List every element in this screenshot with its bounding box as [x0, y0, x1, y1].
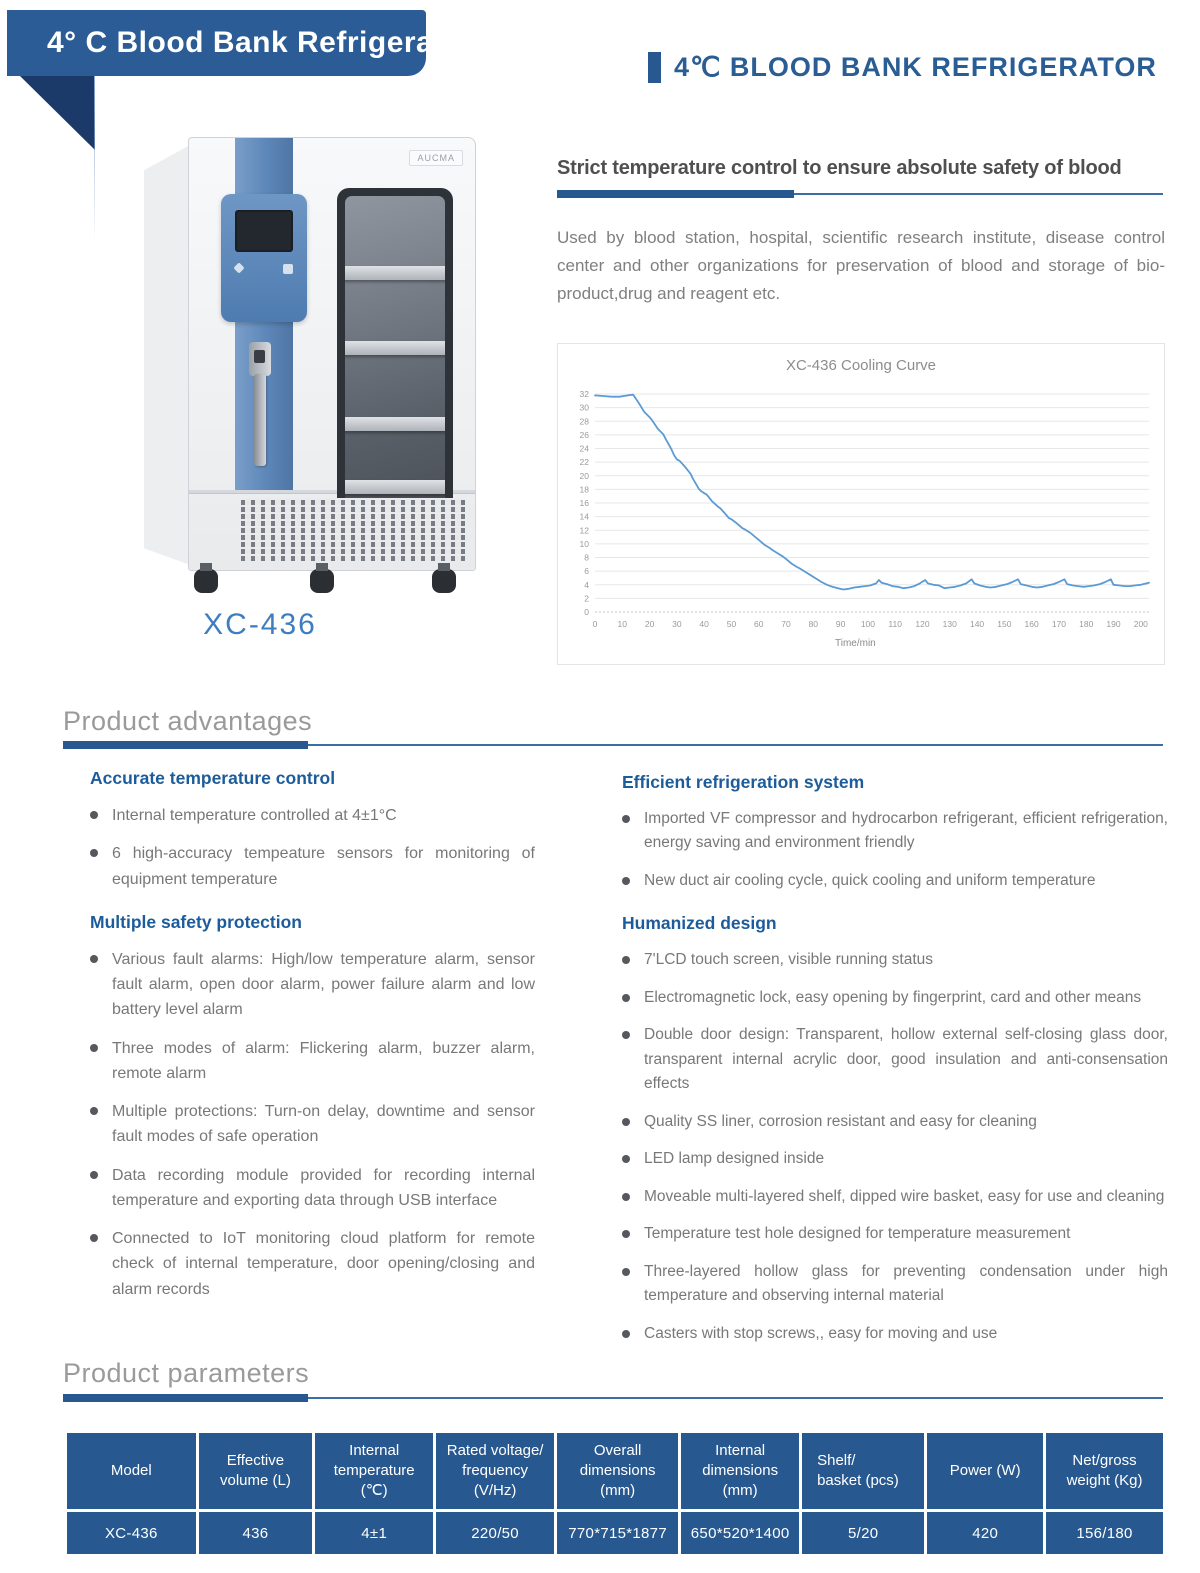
x-tick-label: 190	[1106, 619, 1121, 629]
fridge-door-window	[337, 188, 453, 520]
x-tick-label: 0	[592, 619, 598, 629]
advantage-item: Connected to IoT monitoring cloud platform for remote check of internal temperature, door opening/closing and alarm records	[88, 1226, 535, 1302]
advantage-subheading: Efficient refrigeration system	[622, 772, 865, 792]
advantage-subheading: Multiple safety protection	[90, 911, 302, 932]
parameters-row	[67, 1512, 1163, 1554]
fridge-lock-handle	[249, 342, 271, 376]
parameters-value-cell: 420	[927, 1512, 1043, 1554]
parameters-header-cell: Model	[67, 1433, 196, 1509]
advantage-group	[88, 912, 535, 1302]
advantage-item: New duct air cooling cycle, quick cooling and uniform temperature	[620, 869, 1168, 893]
x-tick-label: 120	[915, 619, 930, 629]
x-tick-label: 130	[942, 619, 957, 629]
y-tick-label: 22	[579, 457, 589, 468]
fridge-shelf	[345, 417, 445, 431]
parameters-header-cell: Power (W)	[927, 1433, 1043, 1509]
y-tick-label: 18	[579, 484, 589, 495]
title-accent-bar	[648, 52, 661, 83]
x-axis-title: Time/min	[835, 638, 876, 649]
y-tick-label: 16	[579, 498, 589, 508]
x-tick-label: 180	[1079, 619, 1094, 629]
model-caption: XC-436	[203, 608, 317, 641]
parameters-value-cell: 770*715*1877	[557, 1512, 678, 1554]
x-tick-label: 170	[1051, 619, 1067, 629]
x-tick-label: 30	[672, 619, 682, 629]
parameters-header-cell: Internal dimensions (mm)	[681, 1433, 799, 1509]
advantage-group	[620, 772, 1168, 893]
y-tick-label: 24	[579, 443, 589, 454]
ribbon-fold	[20, 76, 95, 150]
y-tick-label: 14	[579, 511, 589, 522]
advantage-subheading: Accurate temperature control	[90, 768, 336, 788]
parameters-section-title: Product parameters	[63, 1358, 310, 1388]
advantages-rule	[63, 741, 1163, 749]
parameters-value-cell: 156/180	[1046, 1512, 1163, 1554]
y-tick-label: 2	[584, 593, 589, 604]
advantage-item: Casters with stop screws,, easy for moving and use	[620, 1322, 1168, 1346]
parameters-table-head	[67, 1433, 1163, 1509]
fridge-shelf	[345, 266, 445, 280]
y-tick-label: 12	[579, 525, 589, 536]
parameters-value-cell: 436	[199, 1512, 313, 1554]
x-tick-label: 10	[617, 619, 628, 629]
parameters-value-cell: XC-436	[67, 1512, 196, 1554]
advantage-subheading: Humanized design	[622, 913, 777, 934]
ribbon-tail-line	[94, 76, 95, 246]
fridge-caster	[194, 569, 218, 593]
x-tick-label: 140	[969, 619, 985, 629]
parameters-header-cell: Shelf/ basket (pcs)	[802, 1433, 924, 1509]
y-tick-label: 26	[579, 429, 589, 440]
document-title	[648, 52, 1157, 83]
advantage-item: Double door design: Transparent, hollow external self-closing glass door, transparent internal acrylic door, good insulation and anti-consensation effects	[620, 1023, 1168, 1096]
parameters-value-cell: 4±1	[315, 1512, 433, 1554]
x-tick-label: 150	[997, 619, 1012, 629]
x-tick-label: 100	[860, 619, 876, 629]
panel-play-icon	[283, 264, 293, 274]
fridge-display-screen	[235, 210, 293, 252]
chart-title: XC-436 Cooling Curve	[785, 357, 937, 374]
y-tick-label: 28	[579, 416, 589, 427]
parameters-value-cell: 5/20	[802, 1512, 924, 1554]
y-tick-label: 30	[579, 402, 589, 413]
advantages-section-title: Product advantages	[63, 706, 313, 736]
banner-title: 4° C Blood Bank Refrigerator	[47, 26, 475, 59]
advantage-item: Temperature test hole designed for temperature measurement	[620, 1222, 1168, 1246]
panel-nav-icon	[233, 262, 244, 273]
advantage-group	[620, 913, 1168, 1346]
x-tick-label: 110	[888, 619, 902, 629]
y-tick-label: 20	[579, 470, 589, 481]
parameters-value-cell: 650*520*1400	[681, 1512, 799, 1554]
x-tick-label: 40	[699, 619, 709, 629]
advantage-item: Three-layered hollow glass for preventing condensation under high temperature and observing internal material	[620, 1260, 1168, 1309]
x-tick-label: 160	[1024, 619, 1039, 629]
cooling-curve-svg	[559, 390, 1163, 658]
x-tick-label: 60	[754, 619, 764, 629]
advantage-item: Multiple protections: Turn-on delay, downtime and sensor fault modes of safe operation	[88, 1099, 535, 1150]
advantage-item: 7'LCD touch screen, visible running status	[620, 948, 1168, 972]
fridge-caster	[310, 569, 334, 593]
parameters-header-cell: Overall dimensions (mm)	[557, 1433, 678, 1509]
cooling-curve-chart	[557, 343, 1165, 665]
x-tick-label: 50	[726, 619, 737, 629]
advantage-item: Various fault alarms: High/low temperature alarm, sensor fault alarm, open door alarm, power failure alarm and low battery level alarm	[88, 947, 535, 1023]
fridge-illustration	[140, 135, 480, 600]
brand-label: AUCMA	[409, 150, 463, 166]
advantage-item: Data recording module provided for recording internal temperature and exporting data through USB interface	[88, 1163, 535, 1214]
advantages-column-right	[620, 772, 1168, 1366]
y-tick-label: 10	[579, 538, 589, 549]
y-tick-label: 32	[579, 390, 589, 399]
advantage-item: Electromagnetic lock, easy opening by fingerprint, card and other means	[620, 986, 1168, 1010]
y-tick-label: 8	[584, 552, 589, 563]
fridge-side-panel	[144, 145, 190, 565]
cooling-curve-line	[595, 395, 1149, 590]
parameters-table-body	[67, 1512, 1163, 1554]
advantage-item: Internal temperature controlled at 4±1°C	[88, 803, 535, 828]
x-tick-label: 80	[808, 619, 819, 629]
parameters-rule	[63, 1394, 1163, 1402]
fridge-handle	[254, 374, 266, 466]
fridge-shelf	[345, 341, 445, 355]
fridge-shelf	[345, 480, 445, 494]
intro-paragraph: Used by blood station, hospital, scientific research institute, disease control center and other organizations for preservation of blood and storage of bio-product,drug and reagent etc.	[557, 228, 1165, 304]
y-tick-label: 0	[584, 607, 589, 617]
advantage-item: Imported VF compressor and hydrocarbon refrigerant, efficient refrigeration, energy saving and environment friendly	[620, 807, 1168, 856]
fridge-window-glass	[345, 196, 445, 512]
parameters-header-cell: Effective volume (L)	[199, 1433, 313, 1509]
fridge-front	[188, 137, 476, 571]
advantage-item: Three modes of alarm: Flickering alarm, buzzer alarm, remote alarm	[88, 1036, 535, 1087]
fridge-caster	[432, 569, 456, 593]
y-tick-label: 4	[584, 579, 589, 590]
intro-rule	[557, 190, 1163, 198]
x-tick-label: 20	[644, 619, 655, 629]
parameters-header-cell: Rated voltage/ frequency (V/Hz)	[436, 1433, 554, 1509]
fridge-vent-grille	[241, 498, 465, 562]
x-tick-label: 200	[1133, 619, 1148, 629]
parameters-header-cell: Internal temperature (℃)	[315, 1433, 433, 1509]
advantage-item: LED lamp designed inside	[620, 1147, 1168, 1171]
advantages-column-left	[88, 768, 535, 1322]
intro-heading: Strict temperature control to ensure absolute safety of blood	[557, 157, 1122, 179]
y-tick-label: 6	[584, 566, 589, 577]
fridge-panel-buttons	[221, 252, 307, 274]
parameters-value-cell: 220/50	[436, 1512, 554, 1554]
parameters-table	[64, 1430, 1166, 1557]
advantage-item: Moveable multi-layered shelf, dipped wire basket, easy for use and cleaning	[620, 1185, 1168, 1209]
x-tick-label: 70	[781, 619, 791, 629]
advantage-group	[88, 768, 535, 892]
advantage-item: 6 high-accuracy tempeature sensors for monitoring of equipment temperature	[88, 841, 535, 892]
advantage-item: Quality SS liner, corrosion resistant and easy for cleaning	[620, 1110, 1168, 1134]
document-title-text: 4℃ BLOOD BANK REFRIGERATOR	[674, 52, 1157, 82]
fridge-control-panel	[221, 194, 307, 322]
x-tick-label: 90	[835, 619, 846, 629]
parameters-header-cell: Net/gross weight (Kg)	[1046, 1433, 1163, 1509]
banner-ribbon	[7, 10, 475, 76]
